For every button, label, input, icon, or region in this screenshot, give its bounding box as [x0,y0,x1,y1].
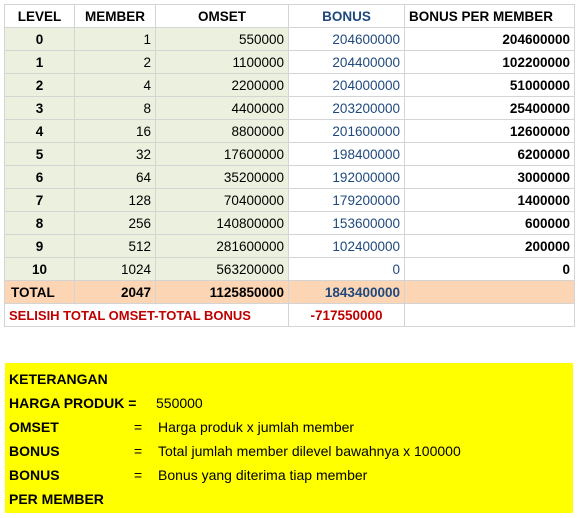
cell-bonus[interactable]: 203200000 [289,97,405,120]
cell-member[interactable]: 512 [75,235,156,258]
cell-member[interactable]: 4 [75,74,156,97]
cell-level[interactable]: 3 [5,97,75,120]
total-omset[interactable]: 1125850000 [156,281,289,304]
cell-bonus-per-member[interactable]: 600000 [405,212,575,235]
cell-bonus-per-member[interactable]: 12600000 [405,120,575,143]
cell-member[interactable]: 8 [75,97,156,120]
header-row [5,5,575,28]
cell-level[interactable]: 6 [5,166,75,189]
table-row [5,143,575,166]
omset-equals: = [134,419,143,435]
table-row [5,28,575,51]
omset-desc: Harga produk x jumlah member [158,419,355,435]
total-bonus-per-member-empty[interactable] [405,281,575,304]
cell-omset[interactable]: 140800000 [156,212,289,235]
bonus-desc: Total jumlah member dilevel bawahnya x 100000 [158,443,461,459]
cell-level[interactable]: 9 [5,235,75,258]
bpm-label-2: PER MEMBER [9,491,104,507]
table-row [5,74,575,97]
table-row [5,97,575,120]
bonus-equals: = [134,443,143,459]
cell-bonus[interactable]: 192000000 [289,166,405,189]
table-row [5,51,575,74]
cell-omset[interactable]: 1100000 [156,51,289,74]
selisih-row [5,304,575,327]
bonus-label: BONUS [9,443,60,459]
cell-bonus[interactable]: 179200000 [289,189,405,212]
harga-produk-line [9,391,569,415]
cell-bonus[interactable]: 153600000 [289,212,405,235]
cell-bonus-per-member[interactable]: 25400000 [405,97,575,120]
cell-bonus-per-member[interactable]: 200000 [405,235,575,258]
selisih-value[interactable]: -717550000 [289,304,405,327]
bpm-line [9,463,569,487]
cell-level[interactable]: 8 [5,212,75,235]
cell-level[interactable]: 0 [5,28,75,51]
cell-omset[interactable]: 8800000 [156,120,289,143]
header-level[interactable]: LEVEL [5,5,75,28]
cell-member[interactable]: 2 [75,51,156,74]
cell-omset[interactable]: 35200000 [156,166,289,189]
header-member[interactable]: MEMBER [75,5,156,28]
table-row [5,189,575,212]
cell-member[interactable]: 256 [75,212,156,235]
omset-line [9,415,569,439]
table-row [5,212,575,235]
cell-omset[interactable]: 550000 [156,28,289,51]
table-row [5,258,575,281]
cell-bonus-per-member[interactable]: 3000000 [405,166,575,189]
bonus-line [9,439,569,463]
keterangan-title: KETERANGAN [9,371,108,387]
header-omset[interactable]: OMSET [156,5,289,28]
table-row [5,235,575,258]
cell-bonus[interactable]: 204000000 [289,74,405,97]
cell-member[interactable]: 1 [75,28,156,51]
cell-bonus-per-member[interactable]: 102200000 [405,51,575,74]
cell-level[interactable]: 4 [5,120,75,143]
table-row [5,166,575,189]
cell-member[interactable]: 16 [75,120,156,143]
harga-produk-value: 550000 [156,395,203,411]
selisih-empty-cell[interactable] [405,304,575,327]
cell-bonus[interactable]: 198400000 [289,143,405,166]
cell-level[interactable]: 2 [5,74,75,97]
total-member[interactable]: 2047 [75,281,156,304]
cell-omset[interactable]: 17600000 [156,143,289,166]
bpm-desc: Bonus yang diterima tiap member [158,467,368,483]
omset-label: OMSET [9,419,59,435]
bpm-label-1: BONUS [9,467,60,483]
cell-omset[interactable]: 563200000 [156,258,289,281]
cell-member[interactable]: 128 [75,189,156,212]
cell-omset[interactable]: 4400000 [156,97,289,120]
cell-omset[interactable]: 281600000 [156,235,289,258]
selisih-label[interactable]: SELISIH TOTAL OMSET-TOTAL BONUS [5,304,289,327]
header-bonus-per-member[interactable]: BONUS PER MEMBER [405,5,575,28]
cell-bonus-per-member[interactable]: 204600000 [405,28,575,51]
header-bonus[interactable]: BONUS [289,5,405,28]
cell-omset[interactable]: 70400000 [156,189,289,212]
cell-level[interactable]: 1 [5,51,75,74]
bonus-table [4,4,575,327]
cell-bonus-per-member[interactable]: 6200000 [405,143,575,166]
total-row [5,281,575,304]
cell-bonus[interactable]: 201600000 [289,120,405,143]
cell-bonus-per-member[interactable]: 1400000 [405,189,575,212]
total-bonus[interactable]: 1843400000 [289,281,405,304]
cell-bonus[interactable]: 0 [289,258,405,281]
cell-bonus-per-member[interactable]: 0 [405,258,575,281]
cell-member[interactable]: 64 [75,166,156,189]
cell-level[interactable]: 10 [5,258,75,281]
bpm-equals: = [134,467,143,483]
cell-bonus[interactable]: 102400000 [289,235,405,258]
cell-bonus[interactable]: 204400000 [289,51,405,74]
cell-level[interactable]: 7 [5,189,75,212]
keterangan-box [5,363,573,513]
table-row [5,120,575,143]
cell-member[interactable]: 1024 [75,258,156,281]
cell-omset[interactable]: 2200000 [156,74,289,97]
harga-produk-label: HARGA PRODUK = [9,395,137,411]
cell-bonus-per-member[interactable]: 51000000 [405,74,575,97]
total-label[interactable]: TOTAL [5,281,75,304]
cell-member[interactable]: 32 [75,143,156,166]
cell-level[interactable]: 5 [5,143,75,166]
cell-bonus[interactable]: 204600000 [289,28,405,51]
